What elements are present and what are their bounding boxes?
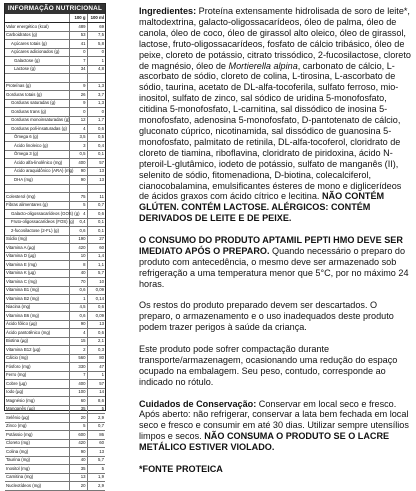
- ingredients-label: Ingredientes:: [139, 6, 197, 16]
- nutrition-row: [5, 431, 105, 440]
- nutrient-name: Niacina (mg): [5, 303, 69, 312]
- nutrient-name: Vitamina K (µg): [5, 269, 69, 278]
- nutrient-name: Ômega 6 (g): [5, 133, 69, 142]
- nutrient-name: Vitamina C (mg): [5, 278, 69, 287]
- nutrient-name: Ômega 3 (g): [5, 150, 69, 159]
- nutrient-value-100g: 0,4: [69, 218, 87, 227]
- leftovers-paragraph: Os restos do produto preparado devem ser descartados. O preparo, o armazenamento e o uso inadequados deste produto podem trazer perigos à saúde da criança.: [139, 300, 394, 333]
- nutrition-row: [5, 371, 105, 380]
- nutrition-row: [5, 346, 105, 355]
- nutrition-row: [5, 269, 105, 278]
- nutrient-name: Colesterol (mg): [5, 193, 69, 202]
- nutrient-value-100g: 75: [69, 193, 87, 202]
- nutrient-name: Ferro (mg): [5, 371, 69, 380]
- nutrient-value-100ml: 0,4: [87, 142, 105, 151]
- nutrient-name: Nucleotídeos (mg): [5, 482, 69, 491]
- nutrient-value-100ml: 5,7: [87, 456, 105, 465]
- nutrient-value-100ml: 13: [87, 176, 105, 185]
- nutrient-name: Gorduras monoinsaturadas (g): [5, 116, 69, 125]
- nutrition-row: [5, 91, 105, 100]
- nutrient-value-100g: 100: [69, 388, 87, 397]
- nutrient-name: Carnitina (mg): [5, 473, 69, 482]
- ingredients-italic: Mortierella alpina: [228, 60, 298, 71]
- nutrient-value-100ml: 0,1: [87, 227, 105, 236]
- nutrient-name: Galacto-oligossacarídeos (GOS) (g): [5, 210, 69, 219]
- nutrient-name: Carboidratos (g): [5, 31, 69, 40]
- nutrition-row: [5, 448, 105, 457]
- nutrient-value-100ml: 47: [87, 363, 105, 372]
- nutrient-value-100g: [69, 184, 87, 193]
- nutrition-row: [5, 422, 105, 431]
- nutrient-value-100g: 2: [69, 346, 87, 355]
- nutrition-row: [5, 133, 105, 142]
- nutrient-value-100g: 5: [69, 422, 87, 431]
- nutrient-value-100ml: 1,1: [87, 261, 105, 270]
- nutrient-value-100g: 15: [69, 337, 87, 346]
- nutrient-value-100g: 0,5: [69, 150, 87, 159]
- nutrition-row: [5, 176, 105, 185]
- nutrient-name: Cloreto (mg): [5, 439, 69, 448]
- nutrient-value-100ml: 13: [87, 167, 105, 176]
- nutrient-name: Magnésio (mg): [5, 397, 69, 406]
- nutrient-name: Fruto-oligossacarídeos (FOS) (g): [5, 218, 69, 227]
- nutrient-name: Vitamina A (µg): [5, 244, 69, 253]
- nutrient-name: Ácido alfa-linolênico (mg): [5, 159, 69, 168]
- nutrition-row: [5, 159, 105, 168]
- nutrient-value-100g: 190: [69, 235, 87, 244]
- nutrient-value-100ml: 5: [87, 405, 105, 414]
- nutrient-value-100ml: 57: [87, 159, 105, 168]
- nutrient-name: Vitamina B1 (mg): [5, 286, 69, 295]
- nutrient-value-100g: 7: [69, 57, 87, 66]
- nutrition-row: [5, 295, 105, 304]
- nutrient-name: Galactose (g): [5, 57, 69, 66]
- nutrition-row: [5, 167, 105, 176]
- nutrient-value-100ml: 86: [87, 431, 105, 440]
- nutrient-name: Potássio (mg): [5, 431, 69, 440]
- nutrient-value-100g: 3,5: [69, 133, 87, 142]
- nutrition-row: [5, 312, 105, 321]
- nutrient-name: Iodo (µg): [5, 388, 69, 397]
- nutrition-table: [5, 14, 105, 491]
- nutrient-value-100ml: 1: [87, 371, 105, 380]
- nutrient-value-100ml: 2,9: [87, 414, 105, 423]
- nutrient-name: Biotina (µg): [5, 337, 69, 346]
- nutrient-name: Cálcio (mg): [5, 354, 69, 363]
- nutrient-value-100ml: 27: [87, 235, 105, 244]
- nutrient-value-100ml: [87, 74, 105, 83]
- nutrition-row: [5, 329, 105, 338]
- nutrient-value-100ml: 0,14: [87, 295, 105, 304]
- nutrition-row: [5, 210, 105, 219]
- nutrient-name: Ácido linoleico (g): [5, 142, 69, 151]
- nutrient-value-100g: [69, 74, 87, 83]
- nutrition-row: [5, 57, 105, 66]
- nutrition-row: [5, 380, 105, 389]
- nutrient-value-100g: 489: [69, 23, 87, 32]
- nutrient-name: Fósforo (mg): [5, 363, 69, 372]
- nutrient-name: [5, 184, 69, 193]
- nutrition-row: [5, 218, 105, 227]
- nutrient-value-100g: 40: [69, 269, 87, 278]
- nutrient-value-100ml: 5,8: [87, 40, 105, 49]
- nutrient-value-100g: 1: [69, 295, 87, 304]
- nutrient-value-100g: 0,6: [69, 286, 87, 295]
- nutrition-row: [5, 244, 105, 253]
- nutrient-value-100ml: 7,5: [87, 31, 105, 40]
- nutrient-name: Gorduras saturadas (g): [5, 99, 69, 108]
- allergen-notice: NÃO CONTÉM GLÚTEN. CONTÉM LACTOSE. ALÉRGICOS: CONTÉM DERIVADOS DE LEITE E DE PEIXE.: [139, 191, 385, 224]
- nutrition-title: INFORMAÇÃO NUTRICIONAL: [5, 4, 105, 14]
- nutrient-value-100ml: 4,8: [87, 65, 105, 74]
- nutrition-row: [5, 116, 105, 125]
- nutrient-value-100g: 60: [69, 397, 87, 406]
- care-warning: NÃO CONSUMA O PRODUTO SE O LACRE METÁLICO ESTIVER VIOLADO.: [139, 431, 390, 453]
- nutrition-row: [5, 465, 105, 474]
- nutrient-value-100ml: 1,3: [87, 82, 105, 91]
- nutrition-row: [5, 74, 105, 83]
- nutrient-name: Lactose (g): [5, 65, 69, 74]
- nutrient-value-100g: 9: [69, 82, 87, 91]
- protein-source-footnote: *FONTE PROTEICA: [139, 463, 223, 474]
- nutrient-value-100ml: 1,9: [87, 473, 105, 482]
- compaction-paragraph: Este produto pode sofrer compactação durante transporte/armazenagem, ocasionando uma redução do espaço ocupado na embalagem. Seu peso, contudo, corresponde ao indicado no rótulo.: [139, 344, 398, 387]
- nutrient-value-100ml: [87, 184, 105, 193]
- nutrient-value-100ml: 1: [87, 57, 105, 66]
- nutrient-value-100g: 9: [69, 99, 87, 108]
- nutrient-name: Ácido fólico (µg): [5, 320, 69, 329]
- nutrient-name: Inositol (mg): [5, 465, 69, 474]
- nutrition-row: [5, 473, 105, 482]
- nutrition-row: [5, 261, 105, 270]
- nutrient-value-100ml: 13: [87, 448, 105, 457]
- nutrient-name: Manganês (µg): [5, 405, 69, 414]
- nutrient-name: Ácido pantotênico (mg): [5, 329, 69, 338]
- nutrition-row: [5, 193, 105, 202]
- nutrient-value-100g: 400: [69, 380, 87, 389]
- nutrition-rows: [5, 23, 105, 491]
- nutrient-value-100ml: 1,7: [87, 116, 105, 125]
- nutrient-value-100g: 7: [69, 371, 87, 380]
- nutrition-row: [5, 278, 105, 287]
- nutrition-row: [5, 388, 105, 397]
- nutrient-value-100g: 10: [69, 252, 87, 261]
- nutrient-name: Vitamina E (mg): [5, 261, 69, 270]
- ingredients-paragraph: [139, 6, 411, 224]
- nutrient-value-100ml: 10: [87, 278, 105, 287]
- nutrient-value-100ml: 0,3: [87, 346, 105, 355]
- nutrition-row: [5, 439, 105, 448]
- nutrient-name: DHA (mg): [5, 176, 69, 185]
- nutrition-row: [5, 354, 105, 363]
- nutrition-row: [5, 184, 105, 193]
- nutrient-value-100ml: 8,6: [87, 397, 105, 406]
- nutrition-row: [5, 142, 105, 151]
- nutrition-row: [5, 363, 105, 372]
- nutrient-name: Fibras alimentares (g): [5, 201, 69, 210]
- nutrient-name: Ácido araquidônico (ARA) (mg): [5, 167, 69, 176]
- nutrient-value-100g: 0,6: [69, 312, 87, 321]
- nutrient-value-100g: 35: [69, 405, 87, 414]
- nutrient-value-100g: 0,6: [69, 227, 87, 236]
- nutrient-value-100ml: 0: [87, 108, 105, 117]
- nutrient-value-100g: 90: [69, 176, 87, 185]
- nutrient-value-100ml: 13: [87, 320, 105, 329]
- nutrient-value-100g: 13: [69, 473, 87, 482]
- nutrient-name: Sódio (mg): [5, 235, 69, 244]
- nutrient-name: Vitamina B12 (µg): [5, 346, 69, 355]
- nutrient-name: Proteínas (g): [5, 82, 69, 91]
- nutrient-value-100g: 0: [69, 48, 87, 57]
- nutrient-name: Vitamina B6 (mg): [5, 312, 69, 321]
- nutrient-name: Colina (mg): [5, 448, 69, 457]
- nutrient-name: Vitamina B2 (mg): [5, 295, 69, 304]
- nutrient-value-100g: 41: [69, 40, 87, 49]
- nutrient-value-100g: 20: [69, 482, 87, 491]
- nutrient-value-100g: 12: [69, 116, 87, 125]
- nutrient-value-100g: 3: [69, 142, 87, 151]
- nutrient-value-100ml: 2,1: [87, 337, 105, 346]
- nutrient-value-100ml: 1,4: [87, 252, 105, 261]
- nutrient-value-100g: 35: [69, 465, 87, 474]
- nutrient-value-100g: 40: [69, 456, 87, 465]
- nutrient-value-100ml: 0,6: [87, 303, 105, 312]
- nutrient-value-100g: 330: [69, 363, 87, 372]
- nutrient-value-100ml: 60: [87, 439, 105, 448]
- nutrition-row: [5, 150, 105, 159]
- nutrient-value-100ml: 0,6: [87, 125, 105, 134]
- nutrient-value-100ml: 0,1: [87, 218, 105, 227]
- nutrient-value-100g: 600: [69, 431, 87, 440]
- label-text-column: [139, 6, 411, 475]
- nutrient-name: Gorduras totais (g): [5, 91, 69, 100]
- nutrient-value-100g: 90: [69, 167, 87, 176]
- nutrient-value-100g: 90: [69, 448, 87, 457]
- nutrition-row: [5, 235, 105, 244]
- nutrient-value-100g: 34: [69, 65, 87, 74]
- nutrient-value-100ml: 11: [87, 193, 105, 202]
- nutrient-name: Zinco (mg): [5, 422, 69, 431]
- nutrient-value-100ml: 1,3: [87, 99, 105, 108]
- nutrient-name: 2-fucosilactose (2-FL) (g): [5, 227, 69, 236]
- nutrition-row: [5, 23, 105, 32]
- nutrition-row: [5, 108, 105, 117]
- nutrient-name: [5, 74, 69, 83]
- nutrition-row: [5, 414, 105, 423]
- nutrient-value-100ml: 0,5: [87, 133, 105, 142]
- nutrient-name: Valor energético (kcal): [5, 23, 69, 32]
- nutrition-row: [5, 303, 105, 312]
- nutrient-value-100ml: 57: [87, 380, 105, 389]
- consume-body: Quando necessário o preparo do produto com antecedência, o mesmo deve ser armazenado sob refrigeração a uma temperatura menor que 5°C, por no máximo 24 horas.: [139, 245, 409, 289]
- nutrient-name: Cobre (µg): [5, 380, 69, 389]
- nutrient-value-100ml: 0,09: [87, 286, 105, 295]
- nutrition-row: [5, 337, 105, 346]
- nutrition-row: [5, 227, 105, 236]
- nutrition-row: [5, 482, 105, 491]
- nutrient-value-100ml: 14: [87, 388, 105, 397]
- care-label: Cuidados de Conservação:: [139, 398, 257, 409]
- care-body: Conservar em local seco e fresco. Após aberto: não refrigerar, conservar a lata bem fechada em local seco e fresco e consumir em até 30 dias. Utilizar sempre utensílios limpos e secos.: [139, 398, 409, 442]
- nutrition-row: [5, 31, 105, 40]
- nutrient-value-100g: 0: [69, 108, 87, 117]
- nutrient-value-100g: 53: [69, 31, 87, 40]
- nutrient-value-100g: 20: [69, 414, 87, 423]
- nutrient-value-100ml: 2,9: [87, 482, 105, 491]
- nutrient-name: Gorduras trans (g): [5, 108, 69, 117]
- nutrient-value-100ml: 0,7: [87, 201, 105, 210]
- nutrient-value-100g: 400: [69, 159, 87, 168]
- nutrient-value-100g: 26: [69, 91, 87, 100]
- nutrient-value-100ml: 69: [87, 23, 105, 32]
- nutrient-value-100g: 4: [69, 125, 87, 134]
- ingredients-body-2: , carbonato de cálcio, L-ascorbato de sódio, cloreto de colina, L-tirosina, L-ascorbato de sódio, taurina, acetato de DL-alfa-tocoferila, sulfato ferroso, mio-inositol, sulfato de zinco, sal sódico de uridina 5-monofosfato, citidina 5-monofosfato, L-carnitina, sal dissódico de inosina 5-monofosfato, adenosina 5-monofosfato, D-pantotenato de cálcio, gluconato cúprico, nicotinamida, sal dissódico de guanosina 5-monofosfato, palmitato de retinila, DL-alfa-tocoferol, cloridrato de cloreto de tiamina, riboflavina, cloridrato de piridoxina, ácido N-pteroil-L-glutâmico, iodeto de potássio, sulfato de manganês (II), selenito de sódio, fitomenadiona, D-biotina, colecalciferol, cianocobalamina, emulsificantes ésteres de mono e diglicerídeos de ácidos graxos com ácido cítrico e lecitina.: [139, 60, 402, 202]
- nutrient-name: Selênio (µg): [5, 414, 69, 423]
- nutrition-col-100ml: 100 ml: [87, 14, 105, 23]
- nutrient-value-100ml: 0,09: [87, 312, 105, 321]
- nutrient-value-100ml: 60: [87, 244, 105, 253]
- ingredients-body: Proteína extensamente hidrolisada de soro de leite*, maltodextrina, galacto-oligossacarídeos, óleo de palma, óleo de canola, óleo de coco, óleo de girassol alto oleico, óleo de girassol, lactose, fruto-oligossacarídeos, fosfato de cálcio tribásico, óleo de peixe, cloreto de potássio, citrato trissódico, 2-fucosilactose, cloreto de magnésio, óleo de: [139, 6, 411, 71]
- nutrition-header-blank: [5, 14, 69, 23]
- nutrient-value-100g: 420: [69, 244, 87, 253]
- nutrient-value-100ml: 0,7: [87, 422, 105, 431]
- nutrition-row: [5, 252, 105, 261]
- nutrient-value-100ml: 0,6: [87, 329, 105, 338]
- nutrition-row: [5, 397, 105, 406]
- nutrition-col-100g: 100 g: [69, 14, 87, 23]
- nutrition-row: [5, 40, 105, 49]
- nutrient-value-100ml: 0,6: [87, 210, 105, 219]
- nutrient-value-100ml: 0: [87, 48, 105, 57]
- nutrient-value-100ml: 3,7: [87, 91, 105, 100]
- nutrition-row: [5, 65, 105, 74]
- nutrient-value-100g: 420: [69, 439, 87, 448]
- nutrient-name: Vitamina D (µg): [5, 252, 69, 261]
- nutrient-name: Açúcares adicionados (g): [5, 48, 69, 57]
- care-paragraph: [139, 399, 411, 454]
- nutrient-value-100g: 560: [69, 354, 87, 363]
- nutrient-name: Gorduras poli-insaturadas (g): [5, 125, 69, 134]
- nutrition-row: [5, 99, 105, 108]
- nutrition-row: [5, 456, 105, 465]
- nutrient-value-100g: 4: [69, 210, 87, 219]
- nutrient-value-100g: 8: [69, 261, 87, 270]
- nutrient-value-100ml: 5,7: [87, 269, 105, 278]
- nutrient-value-100g: 90: [69, 320, 87, 329]
- nutrient-value-100g: 70: [69, 278, 87, 287]
- nutrient-value-100g: 4,5: [69, 303, 87, 312]
- nutrition-header-row: [5, 14, 105, 23]
- nutrition-row: [5, 320, 105, 329]
- nutrition-facts-panel: [4, 3, 106, 488]
- nutrient-name: Taurina (mg): [5, 456, 69, 465]
- consume-paragraph: [139, 235, 411, 290]
- nutrient-name: Açúcares totais (g): [5, 40, 69, 49]
- nutrient-value-100ml: 80: [87, 354, 105, 363]
- nutrition-row: [5, 48, 105, 57]
- nutrition-row: [5, 405, 105, 414]
- consume-warning: O CONSUMO DO PRODUTO APTAMIL PEPTI HMO DEVE SER IMEDIATO APÓS O PREPARO.: [139, 235, 403, 256]
- nutrient-value-100g: 4: [69, 329, 87, 338]
- nutrition-row: [5, 125, 105, 134]
- nutrient-value-100ml: 5: [87, 465, 105, 474]
- nutrition-row: [5, 82, 105, 91]
- nutrient-value-100g: 5: [69, 201, 87, 210]
- nutrition-row: [5, 286, 105, 295]
- nutrient-value-100ml: 0,1: [87, 150, 105, 159]
- nutrition-row: [5, 201, 105, 210]
